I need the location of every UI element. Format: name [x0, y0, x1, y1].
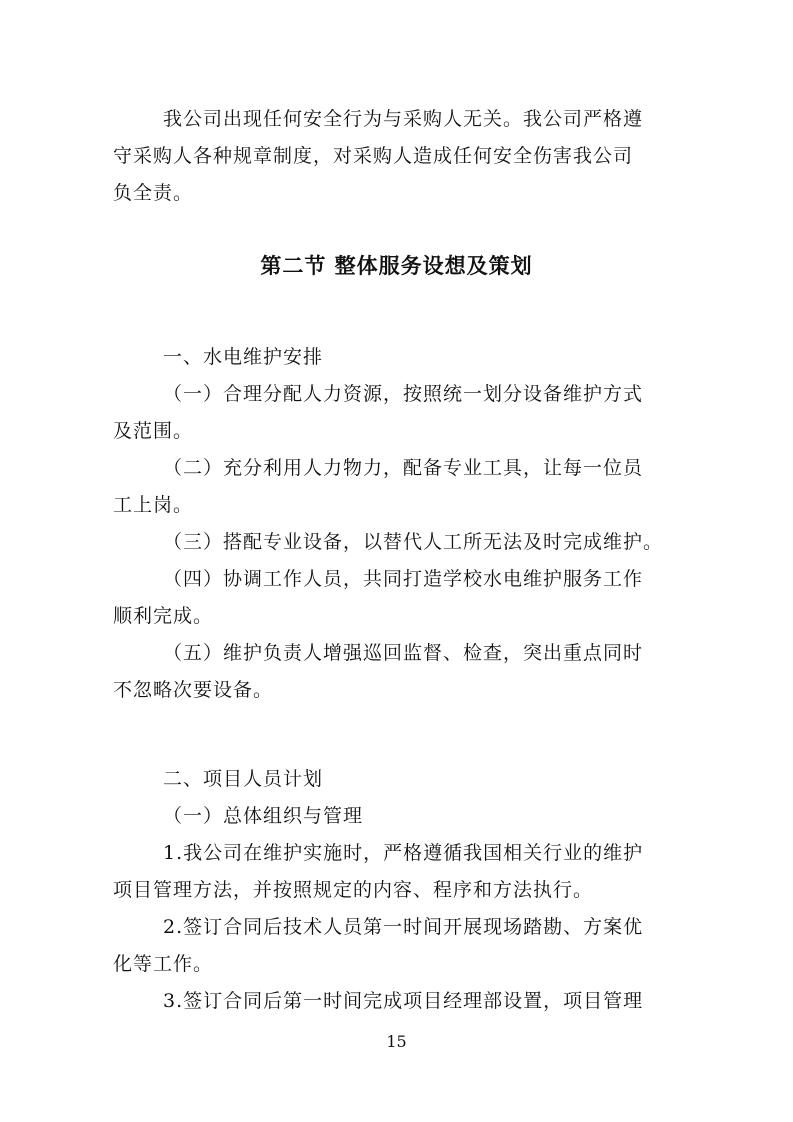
list-item-line: 1.我公司在维护实施时，严格遵循我国相关行业的维护 [163, 842, 644, 864]
list-item-line: 化等工作。 [113, 953, 214, 975]
list-item-line: （四）协调工作人员，共同打造学校水电维护服务工作 [163, 568, 644, 590]
paragraph-line: 守采购人各种规章制度，对采购人造成任何安全伤害我公司 [113, 145, 634, 167]
page-number: 15 [386, 1032, 407, 1051]
list-item-line: 项目管理方法，并按照规定的内容、程序和方法执行。 [113, 879, 594, 901]
section-title: 一、水电维护安排 [163, 346, 324, 368]
list-item-line: （三）搭配专业设备，以替代人工所无法及时完成维护。 [163, 531, 664, 553]
list-item-line: 3.签订合同后第一时间完成项目经理部设置，项目管理 [163, 990, 644, 1012]
section-water-electric [113, 339, 675, 709]
list-item-line: （五）维护负责人增强巡回监督、检查，突出重点同时 [163, 642, 644, 664]
list-item-line: 不忽略次要设备。 [113, 679, 274, 701]
section-staffing-plan [113, 761, 675, 1020]
list-item-line: 2.签订合同后技术人员第一时间开展现场踏勘、方案优 [163, 916, 644, 938]
intro-paragraph [113, 101, 675, 212]
list-item-line: （一）合理分配人力资源，按照统一划分设备维护方式 [163, 383, 644, 405]
paragraph-line: 负全责。 [113, 182, 194, 204]
list-item-line: （二）充分利用人力物力，配备专业工具，让每一位员 [163, 457, 644, 479]
list-item-line: 工上岗。 [113, 494, 194, 516]
section-heading: 第二节 整体服务设想及策划 [260, 254, 533, 278]
list-item-line: 顺利完成。 [113, 605, 214, 627]
paragraph-line: 我公司出现任何安全行为与采购人无关。我公司严格遵 [163, 108, 644, 130]
list-item-line: 及范围。 [113, 420, 194, 442]
subsection-title: （一）总体组织与管理 [163, 805, 364, 827]
section-title: 二、项目人员计划 [163, 768, 324, 790]
